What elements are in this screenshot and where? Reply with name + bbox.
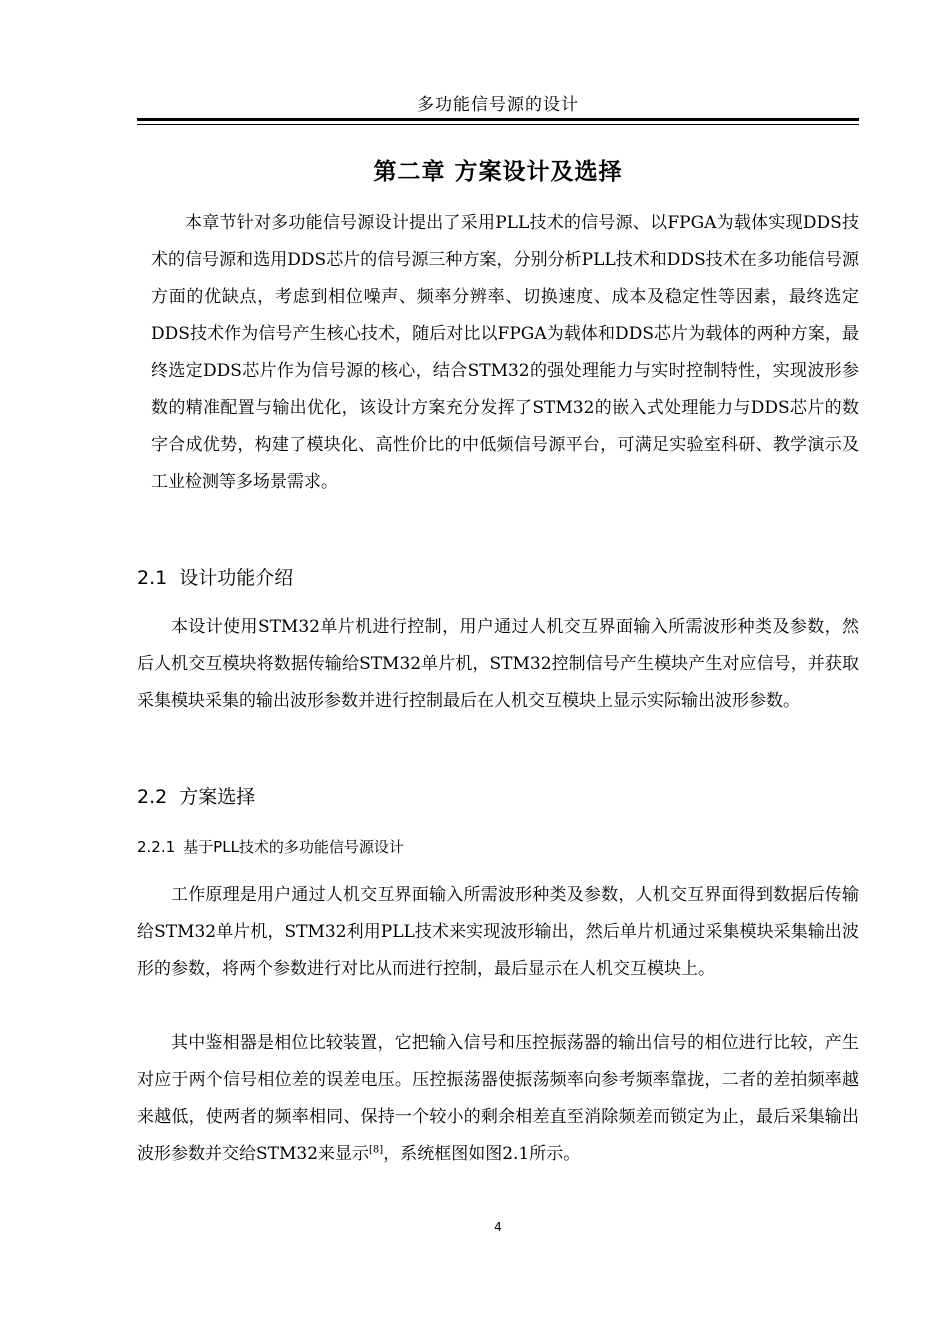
section-2-2-1-paragraph-2	[137, 1025, 859, 1173]
subsection-heading-2-2-1	[137, 836, 404, 857]
chapter-intro-paragraph: 本章节针对多功能信号源设计提出了采用PLL技术的信号源、以FPGA为载体实现DDS技术的信号源和选用DDS芯片的信号源三种方案，分别分析PLL技术和DDS技术在多功能信号源方面的优缺点，考虑到相位噪声、频率分辨率、切换速度、成本及稳定性等因素，最终选定DDS技术作为信号产生核心技术，随后对比以FPGA为载体和DDS芯片为载体的两种方案，最终选定DDS芯片作为信号源的核心，结合STM32的强处理能力与实时控制特性，实现波形参数的精准配置与输出优化，该设计方案充分发挥了STM32的嵌入式处理能力与DDS芯片的数字合成优势，构建了模块化、高性价比的中低频信号源平台，可满足实验室科研、教学演示及工业检测等多场景需求。	[151, 213, 859, 492]
subsection-title: 基于PLL技术的多功能信号源设计	[183, 838, 404, 856]
section-number: 2.1	[137, 567, 168, 589]
header-rule	[137, 118, 859, 121]
section-heading-2-2	[137, 782, 255, 809]
section-2-2-1-paragraph-1: 工作原理是用户通过人机交互界面输入所需波形种类及参数，人机交互界面得到数据后传输给STM32单片机，STM32利用PLL技术来实现波形输出，然后单片机通过采集模块采集输出波形的参数，将两个参数进行对比从而进行控制，最后显示在人机交互模块上。	[137, 885, 859, 979]
paragraph-text: 其中鉴相器是相位比较装置，它把输入信号和压控振荡器的输出信号的相位进行比较，产生对应于两个信号相位差的误差电压。压控振荡器使振荡频率向参考频率靠拢，二者的差拍频率越来越低，使两者的频率相同、保持一个较小的剩余相差直至消除频差而锁定为止，最后采集输出波形参数并交给STM32来显示	[137, 1033, 859, 1164]
section-number: 2.2	[137, 786, 168, 808]
citation-reference[interactable]: [8]	[369, 1144, 384, 1156]
running-header: 多功能信号源的设计	[417, 95, 579, 115]
page-number: 4	[494, 1220, 502, 1234]
subsection-number: 2.2.1	[137, 838, 176, 856]
section-heading-2-1	[137, 563, 293, 590]
chapter-title: 第二章 方案设计及选择	[373, 159, 623, 185]
section-2-1-paragraph: 本设计使用STM32单片机进行控制，用户通过人机交互界面输入所需波形种类及参数，然后人机交互模块将数据传输给STM32单片机，STM32控制信号产生模块产生对应信号，并获取采集模块采集的输出波形参数并进行控制最后在人机交互模块上显示实际输出波形参数。	[137, 617, 859, 711]
paragraph-text-tail: ，系统框图如图2.1所示。	[383, 1144, 581, 1164]
header-rule-thin	[137, 124, 859, 125]
section-title: 方案选择	[179, 786, 256, 808]
section-title: 设计功能介绍	[179, 567, 294, 589]
